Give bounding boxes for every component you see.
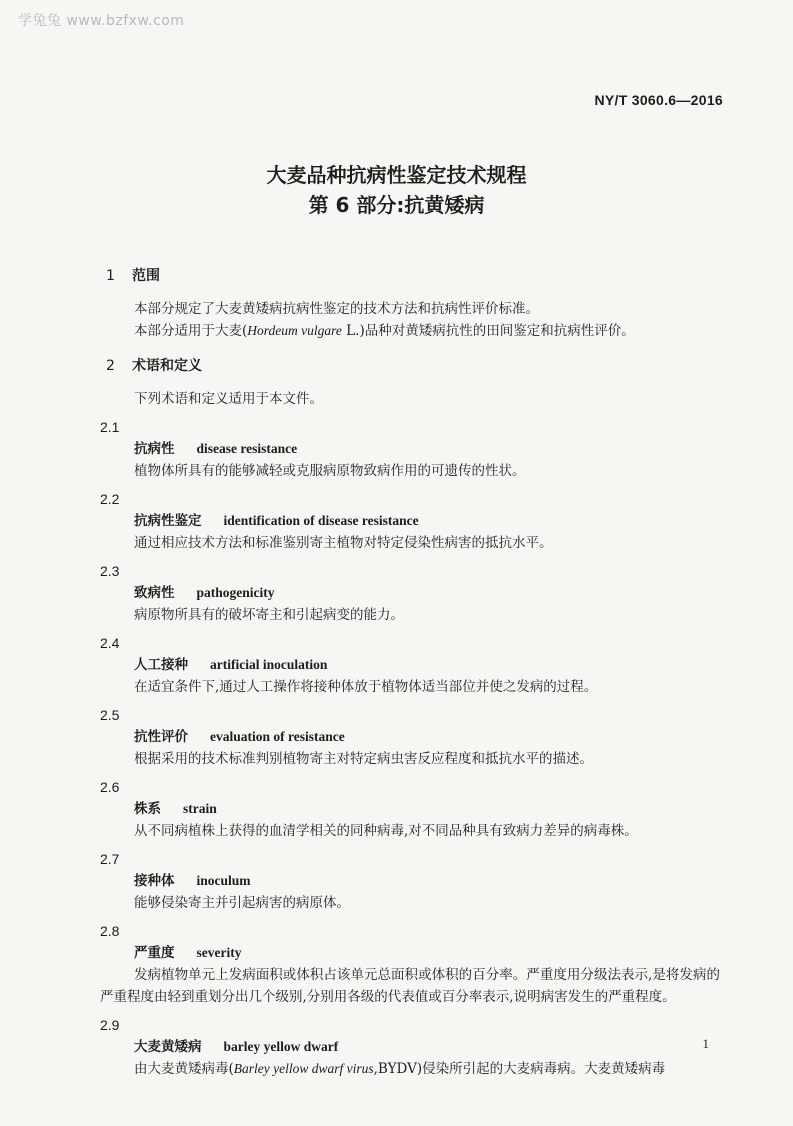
term-entry [100,1014,720,1080]
term-entry [100,416,720,482]
term-number: 2.4 [100,635,120,651]
term-number: 2.1 [100,419,120,435]
term-definition: 根据采用的技术标准判别植物寄主对特定病虫害反应程度和抵抗水平的描述。 [134,751,593,767]
term-en: severity [196,945,242,960]
term-zh: 株系 [134,801,161,817]
term-heading [134,726,720,748]
term-en: disease resistance [196,441,298,456]
latin-name: Hordeum vulgare [247,323,342,338]
term-entry [100,560,720,626]
term-zh: 接种体 [134,873,175,889]
title-line-1: 大麦品种抗病性鉴定技术规程 [266,163,527,187]
standard-code: NY/T 3060.6—2016 [594,92,723,108]
watermark-text: 学兔兔 www.bzfxw.com [18,13,185,29]
term-heading [134,582,720,604]
term-entry [100,848,720,914]
term-entry [100,488,720,554]
term-zh: 抗病性鉴定 [134,513,202,529]
section-number: 1 [106,268,115,284]
term-heading [134,1036,720,1058]
term-number: 2.2 [100,491,120,507]
term-heading [134,870,720,892]
term-definition: 通过相应技术方法和标准鉴别寄主植物对特定侵染性病害的抵抗水平。 [134,535,553,551]
term-heading [134,798,720,820]
term-entry [100,704,720,770]
term-entry [100,632,720,698]
document-body [100,264,720,1080]
section-title: 范围 [132,268,160,284]
term-zh: 致病性 [134,585,175,601]
scope-paragraph-2 [134,320,720,342]
term-heading [134,654,720,676]
term-zh: 人工接种 [134,657,188,673]
def-text-a: 由大麦黄矮病毒( [134,1061,234,1077]
term-heading [134,438,720,460]
term-en: artificial inoculation [210,657,328,672]
scope-text-b: L.)品种对黄矮病抗性的田间鉴定和抗病性评价。 [341,323,635,339]
term-entry [100,776,720,842]
term-zh: 严重度 [134,945,175,961]
section-number: 2 [106,358,115,374]
term-en: inoculum [196,873,251,888]
term-zh: 大麦黄矮病 [134,1039,202,1055]
term-definition: 能够侵染寄主并引起病害的病原体。 [134,895,350,911]
term-heading [134,942,720,964]
term-number: 2.3 [100,563,120,579]
section-2-heading [106,354,720,378]
term-heading [134,510,720,532]
term-en: pathogenicity [196,585,275,600]
term-en: evaluation of resistance [210,729,345,744]
page-number: 1 [702,1036,709,1051]
term-definition: 在适宜条件下,通过人工操作将接种体放于植物体适当部位并使之发病的过程。 [134,679,598,695]
term-definition: 植物体所具有的能够减轻或克服病原物致病作用的可遗传的性状。 [134,463,526,479]
scope-text-a: 本部分适用于大麦( [134,323,248,339]
title-line-2: 第 6 部分:抗黄矮病 [308,193,485,217]
term-en: strain [183,801,217,816]
term-entry [100,920,720,1008]
term-zh: 抗病性 [134,441,175,457]
term-number: 2.8 [100,923,120,939]
def-text-b: ,BYDV)侵染所引起的大麦病毒病。大麦黄矮病毒 [373,1061,666,1077]
document-title [0,160,793,220]
term-definition: 病原物所具有的破坏寄主和引起病变的能力。 [134,607,404,623]
scope-paragraph-1: 本部分规定了大麦黄矮病抗病性鉴定的技术方法和抗病性评价标准。 [134,301,539,317]
term-definition [134,1058,720,1080]
terms-intro: 下列术语和定义适用于本文件。 [134,391,323,407]
term-number: 2.6 [100,779,120,795]
section-1-heading [106,264,720,288]
section-title: 术语和定义 [132,358,202,374]
term-en: identification of disease resistance [223,513,419,528]
term-definition: 发病植物单元上发病面积或体积占该单元总面积或体积的百分率。严重度用分级法表示,是将发病的严重程度由轻到重划分出几个级别,分别用各级的代表值或百分率表示,说明病害发生的严重程度。 [100,967,720,1005]
term-en: barley yellow dwarf [223,1039,339,1054]
virus-latin-name: Barley yellow dwarf virus [233,1061,374,1076]
term-number: 2.7 [100,851,120,867]
term-number: 2.5 [100,707,120,723]
term-zh: 抗性评价 [134,729,188,745]
term-number: 2.9 [100,1017,120,1033]
term-definition: 从不同病植株上获得的血清学相关的同种病毒,对不同品种具有致病力差异的病毒株。 [134,823,638,839]
